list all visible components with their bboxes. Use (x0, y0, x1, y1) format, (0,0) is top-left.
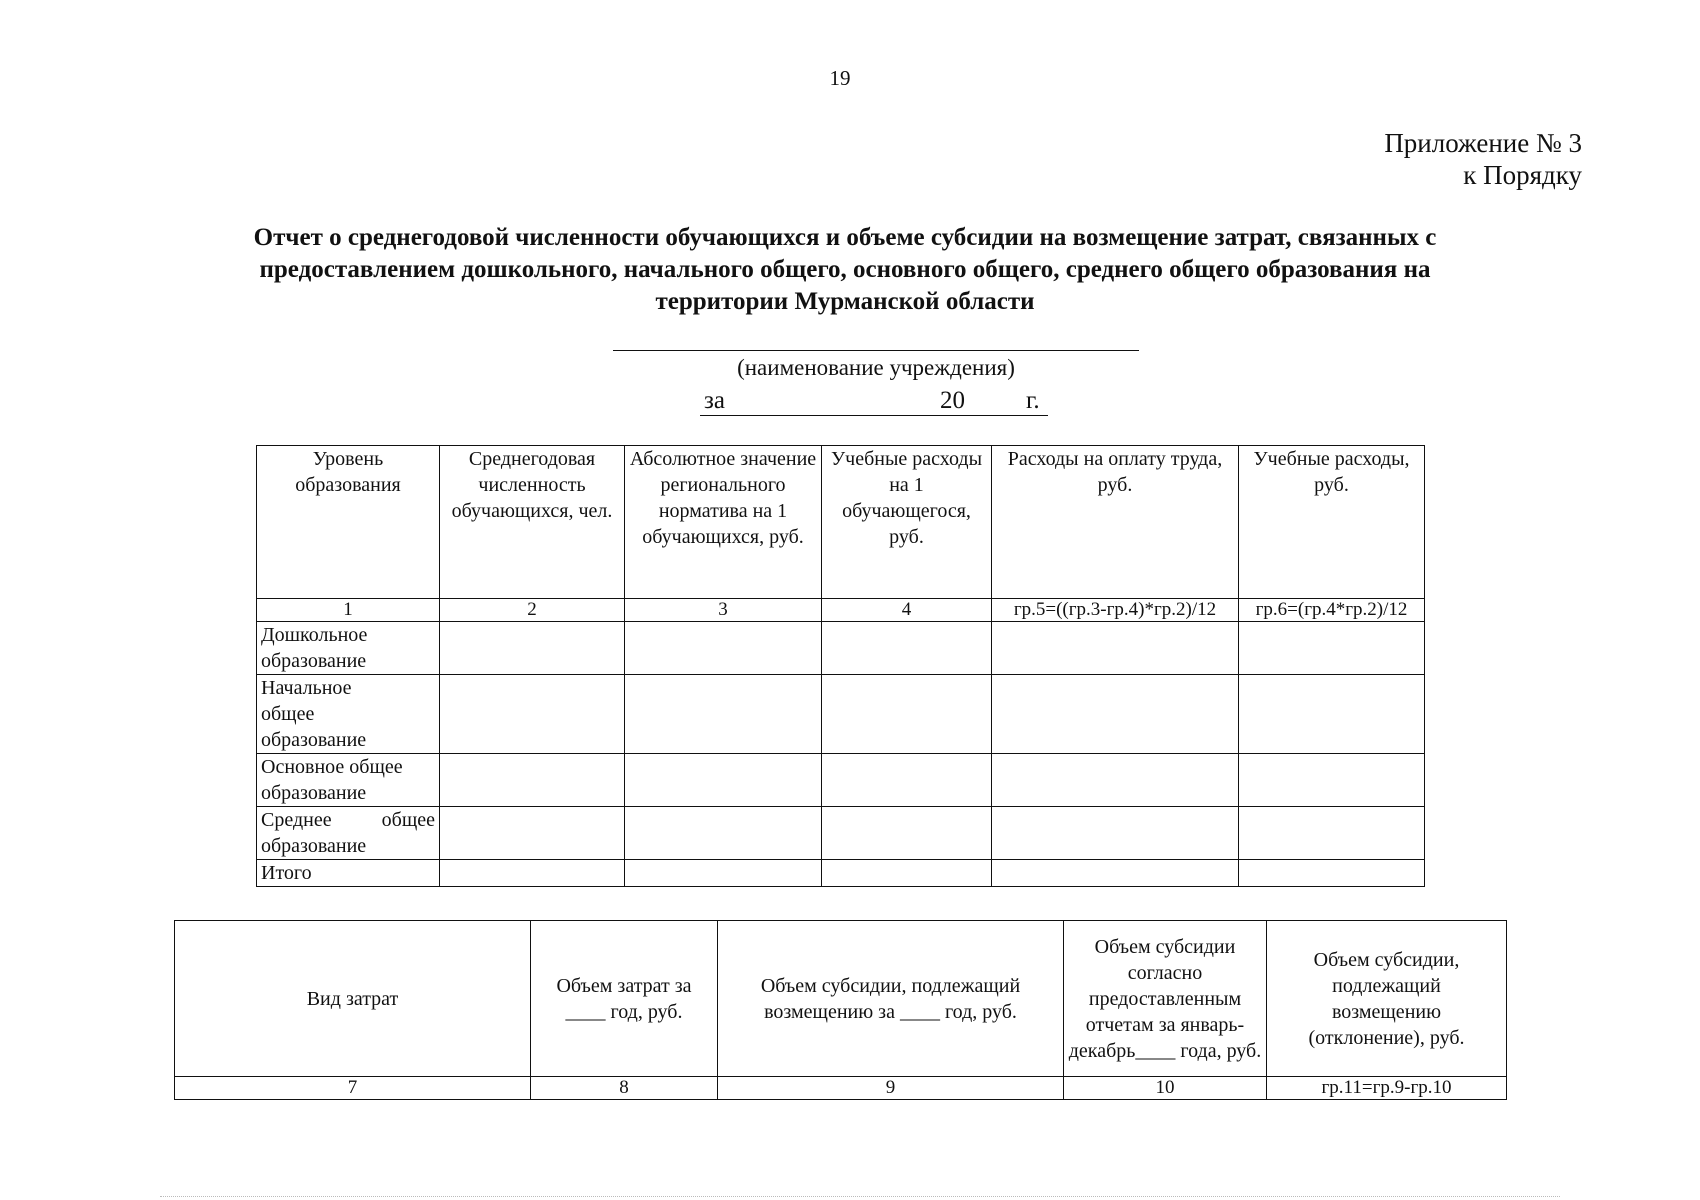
empty-cell[interactable] (822, 807, 992, 860)
column-number: 8 (531, 1077, 718, 1100)
table-row (257, 622, 1425, 675)
report-title (150, 222, 1540, 318)
empty-cell[interactable] (992, 807, 1239, 860)
page-number: 19 (829, 66, 851, 90)
empty-cell[interactable] (1239, 807, 1425, 860)
header-cost-type: Вид затрат (175, 921, 531, 1077)
header-edu-expenses: Учебные расходы, руб. (1239, 446, 1425, 599)
row-label-total: Итого (257, 860, 440, 887)
appendix-line-1: Приложение № 3 (1384, 128, 1582, 158)
empty-cell[interactable] (822, 675, 992, 754)
table-row (257, 754, 1425, 807)
period-year-prefix: 20 (940, 387, 965, 414)
period-blank-underline (700, 415, 1048, 416)
table-row (257, 675, 1425, 754)
header-labor-costs: Расходы на оплату труда, руб. (992, 446, 1239, 599)
column-number: 4 (822, 599, 992, 622)
row-label: Дошкольное образование (257, 622, 440, 675)
empty-cell[interactable] (1239, 860, 1425, 887)
empty-cell[interactable] (625, 860, 822, 887)
column-formula: гр.6=(гр.4*гр.2)/12 (1239, 599, 1425, 622)
header-regional-norm: Абсолютное значение регионального норматива на 1 обучающихся, руб. (625, 446, 822, 599)
empty-cell[interactable] (625, 622, 822, 675)
header-edu-expenses-per-student: Учебные расходы на 1 обучающегося, руб. (822, 446, 992, 599)
column-number: 3 (625, 599, 822, 622)
empty-cell[interactable] (625, 675, 822, 754)
empty-cell[interactable] (440, 807, 625, 860)
report-title-line-1: Отчет о среднегодовой численности обучающихся и объеме субсидии на возмещение затрат, связанных с (253, 224, 1437, 251)
empty-cell[interactable] (822, 754, 992, 807)
empty-cell[interactable] (822, 860, 992, 887)
header-avg-enrollment: Среднегодовая численность обучающихся, чел. (440, 446, 625, 599)
empty-cell[interactable] (1239, 754, 1425, 807)
institution-name-blank-line (613, 350, 1139, 351)
report-title-line-3: территории Мурманской области (655, 288, 1035, 315)
empty-cell[interactable] (992, 675, 1239, 754)
period-suffix: г. (1026, 387, 1040, 414)
report-title-line-2: предоставлением дошкольного, начального общего, основного общего, среднего общего образования на (259, 256, 1431, 283)
column-number: 9 (718, 1077, 1064, 1100)
scan-artifact-dots (160, 1196, 1560, 1197)
table-row (257, 807, 1425, 860)
appendix-line-2: к Порядку (1463, 160, 1582, 190)
header-education-level: Уровень образования (257, 446, 440, 599)
header-subsidy-deviation: Объем субсидии, подлежащий возмещению (отклонение), руб. (1267, 921, 1507, 1077)
header-subsidy-to-reimburse: Объем субсидии, подлежащий возмещению за ____ год, руб. (718, 921, 1064, 1077)
column-formula: гр.5=((гр.3-гр.4)*гр.2)/12 (992, 599, 1239, 622)
empty-cell[interactable] (440, 860, 625, 887)
column-number: 10 (1064, 1077, 1267, 1100)
appendix-reference (1384, 127, 1582, 191)
empty-cell[interactable] (1239, 675, 1425, 754)
empty-cell[interactable] (625, 754, 822, 807)
column-number: 1 (257, 599, 440, 622)
enrollment-table (256, 445, 1425, 887)
table-row-total (257, 860, 1425, 887)
empty-cell[interactable] (440, 675, 625, 754)
row-label: Начальное общее образование (257, 675, 440, 754)
enrollment-table-column-numbers (257, 599, 1425, 622)
row-label: Среднее общее образование (257, 807, 440, 860)
report-period (700, 387, 1050, 417)
header-cost-volume: Объем затрат за ____ год, руб. (531, 921, 718, 1077)
column-formula: гр.11=гр.9-гр.10 (1267, 1077, 1507, 1100)
institution-caption: (наименование учреждения) (737, 355, 1015, 380)
empty-cell[interactable] (1239, 622, 1425, 675)
empty-cell[interactable] (822, 622, 992, 675)
row-label: Основное общее образование (257, 754, 440, 807)
empty-cell[interactable] (992, 754, 1239, 807)
subsidy-table (174, 920, 1507, 1100)
empty-cell[interactable] (440, 754, 625, 807)
empty-cell[interactable] (625, 807, 822, 860)
subsidy-table-column-numbers (175, 1077, 1507, 1100)
empty-cell[interactable] (440, 622, 625, 675)
period-prefix: за (704, 387, 725, 414)
column-number: 7 (175, 1077, 531, 1100)
subsidy-table-header (175, 921, 1507, 1077)
empty-cell[interactable] (992, 860, 1239, 887)
empty-cell[interactable] (992, 622, 1239, 675)
column-number: 2 (440, 599, 625, 622)
header-subsidy-per-reports: Объем субсидии согласно предоставленным отчетам за январь-декабрь____ года, руб. (1064, 921, 1267, 1077)
enrollment-table-header (257, 446, 1425, 599)
